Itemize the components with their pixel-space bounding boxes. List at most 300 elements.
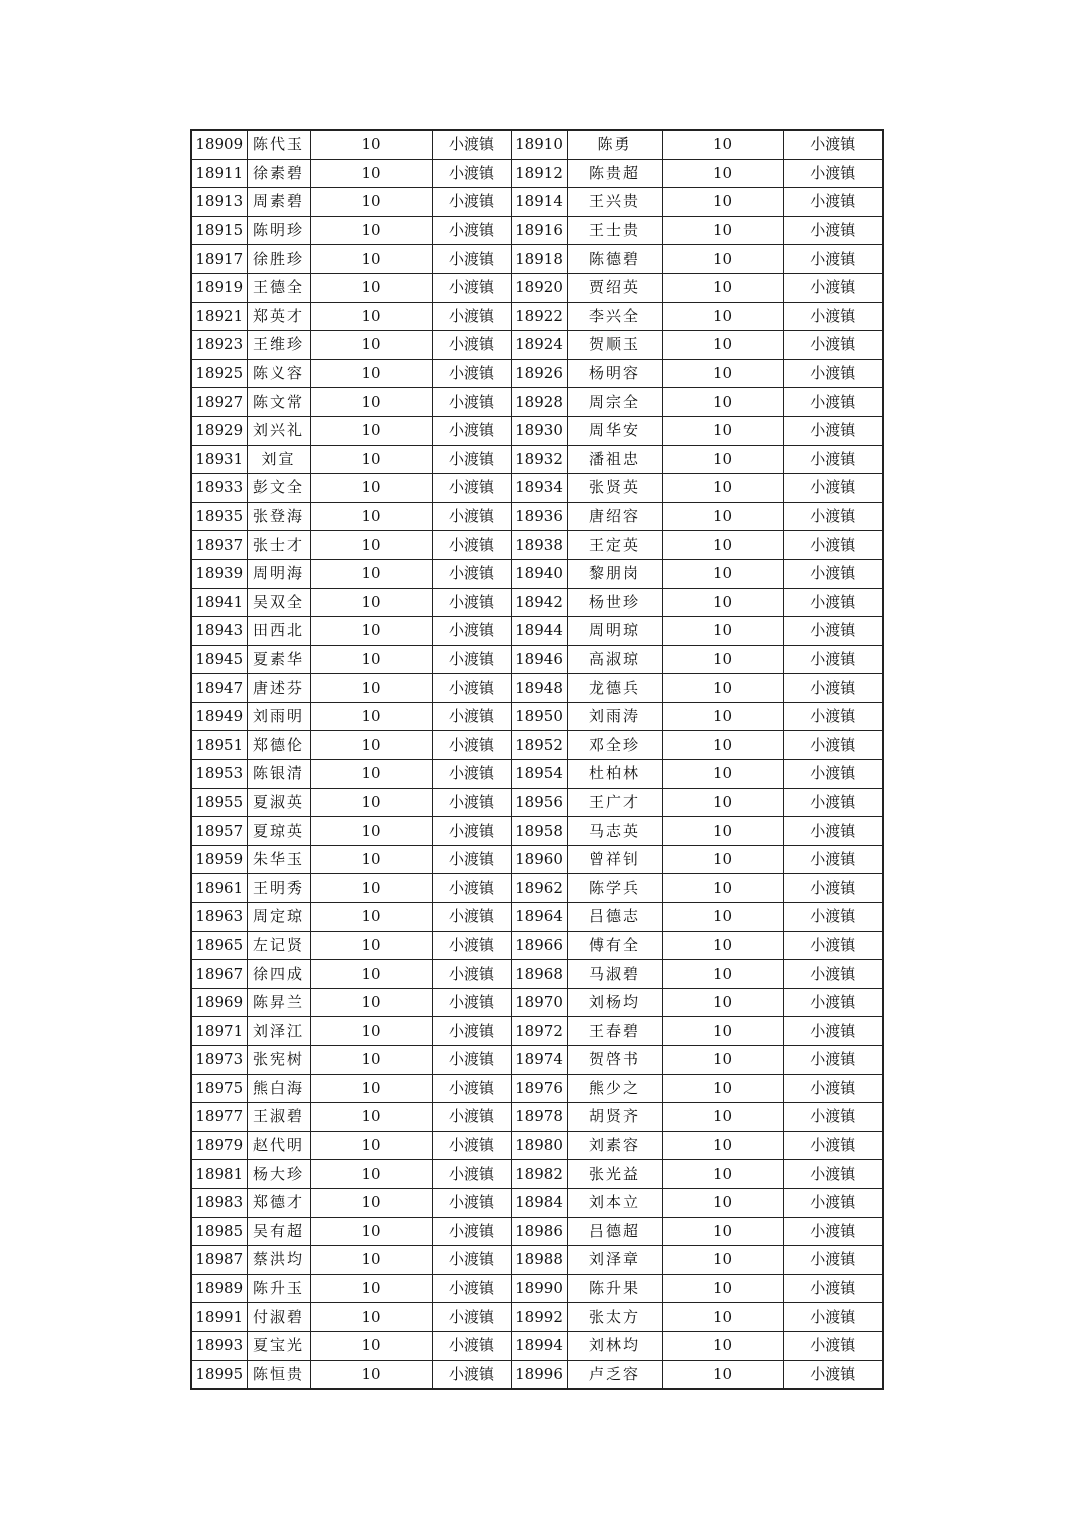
town-cell: 小渡镇 <box>783 874 883 903</box>
name-cell: 李兴全 <box>567 302 662 331</box>
name-cell: 卢乏容 <box>567 1360 662 1389</box>
record-id-cell: 18916 <box>511 216 567 245</box>
name-cell: 曾祥钊 <box>567 845 662 874</box>
name-cell: 黎朋岗 <box>567 559 662 588</box>
amount-cell: 10 <box>310 1046 432 1075</box>
name-cell: 吴有超 <box>247 1217 310 1246</box>
record-id-cell: 18950 <box>511 702 567 731</box>
name-cell: 王淑碧 <box>247 1103 310 1132</box>
name-cell: 张贤英 <box>567 474 662 503</box>
amount-cell: 10 <box>310 702 432 731</box>
amount-cell: 10 <box>310 931 432 960</box>
table-row <box>191 760 883 789</box>
amount-cell: 10 <box>310 760 432 789</box>
table-row <box>191 130 883 159</box>
town-cell: 小渡镇 <box>783 788 883 817</box>
record-id-cell: 18935 <box>191 502 247 531</box>
table-row <box>191 903 883 932</box>
name-cell: 赵代明 <box>247 1131 310 1160</box>
amount-cell: 10 <box>662 1246 783 1275</box>
record-id-cell: 18949 <box>191 702 247 731</box>
amount-cell: 10 <box>662 1331 783 1360</box>
town-cell: 小渡镇 <box>432 273 511 302</box>
town-cell: 小渡镇 <box>783 1188 883 1217</box>
name-cell: 张登海 <box>247 502 310 531</box>
town-cell: 小渡镇 <box>432 788 511 817</box>
amount-cell: 10 <box>662 531 783 560</box>
record-id-cell: 18951 <box>191 731 247 760</box>
name-cell: 贺啓书 <box>567 1046 662 1075</box>
record-id-cell: 18983 <box>191 1188 247 1217</box>
town-cell: 小渡镇 <box>783 817 883 846</box>
record-id-cell: 18967 <box>191 960 247 989</box>
table-row <box>191 502 883 531</box>
record-id-cell: 18925 <box>191 359 247 388</box>
name-cell: 王广才 <box>567 788 662 817</box>
amount-cell: 10 <box>662 1188 783 1217</box>
name-cell: 张士才 <box>247 531 310 560</box>
amount-cell: 10 <box>310 245 432 274</box>
table-row <box>191 1046 883 1075</box>
amount-cell: 10 <box>662 588 783 617</box>
table-row <box>191 845 883 874</box>
town-cell: 小渡镇 <box>783 1217 883 1246</box>
record-id-cell: 18909 <box>191 130 247 159</box>
record-id-cell: 18920 <box>511 273 567 302</box>
name-cell: 王定英 <box>567 531 662 560</box>
name-cell: 陈学兵 <box>567 874 662 903</box>
amount-cell: 10 <box>310 188 432 217</box>
town-cell: 小渡镇 <box>432 817 511 846</box>
amount-cell: 10 <box>662 702 783 731</box>
table-row <box>191 159 883 188</box>
amount-cell: 10 <box>310 1360 432 1389</box>
record-id-cell: 18943 <box>191 617 247 646</box>
name-cell: 陈义容 <box>247 359 310 388</box>
amount-cell: 10 <box>662 331 783 360</box>
record-id-cell: 18966 <box>511 931 567 960</box>
amount-cell: 10 <box>310 302 432 331</box>
name-cell: 郑英才 <box>247 302 310 331</box>
town-cell: 小渡镇 <box>432 216 511 245</box>
amount-cell: 10 <box>662 960 783 989</box>
record-id-cell: 18941 <box>191 588 247 617</box>
amount-cell: 10 <box>662 388 783 417</box>
record-id-cell: 18990 <box>511 1274 567 1303</box>
amount-cell: 10 <box>310 903 432 932</box>
table-row <box>191 188 883 217</box>
town-cell: 小渡镇 <box>432 1331 511 1360</box>
table-row <box>191 1131 883 1160</box>
town-cell: 小渡镇 <box>783 702 883 731</box>
table-row <box>191 531 883 560</box>
record-id-cell: 18917 <box>191 245 247 274</box>
name-cell: 陈文常 <box>247 388 310 417</box>
amount-cell: 10 <box>662 130 783 159</box>
amount-cell: 10 <box>310 1188 432 1217</box>
town-cell: 小渡镇 <box>432 559 511 588</box>
amount-cell: 10 <box>662 416 783 445</box>
amount-cell: 10 <box>310 817 432 846</box>
amount-cell: 10 <box>662 617 783 646</box>
town-cell: 小渡镇 <box>432 130 511 159</box>
table-row <box>191 245 883 274</box>
amount-cell: 10 <box>310 1246 432 1275</box>
record-id-cell: 18996 <box>511 1360 567 1389</box>
amount-cell: 10 <box>310 845 432 874</box>
record-id-cell: 18940 <box>511 559 567 588</box>
record-id-cell: 18971 <box>191 1017 247 1046</box>
amount-cell: 10 <box>662 445 783 474</box>
town-cell: 小渡镇 <box>432 903 511 932</box>
record-id-cell: 18910 <box>511 130 567 159</box>
name-cell: 王春碧 <box>567 1017 662 1046</box>
name-cell: 郑德伦 <box>247 731 310 760</box>
town-cell: 小渡镇 <box>432 1360 511 1389</box>
name-cell: 唐绍容 <box>567 502 662 531</box>
record-id-cell: 18911 <box>191 159 247 188</box>
town-cell: 小渡镇 <box>783 931 883 960</box>
table-row <box>191 674 883 703</box>
amount-cell: 10 <box>662 874 783 903</box>
table-row <box>191 1017 883 1046</box>
town-cell: 小渡镇 <box>783 188 883 217</box>
name-cell: 陈明珍 <box>247 216 310 245</box>
record-id-cell: 18991 <box>191 1303 247 1332</box>
town-cell: 小渡镇 <box>783 359 883 388</box>
amount-cell: 10 <box>662 559 783 588</box>
record-id-cell: 18955 <box>191 788 247 817</box>
record-id-cell: 18974 <box>511 1046 567 1075</box>
name-cell: 龙德兵 <box>567 674 662 703</box>
amount-cell: 10 <box>310 617 432 646</box>
town-cell: 小渡镇 <box>432 1303 511 1332</box>
town-cell: 小渡镇 <box>432 1217 511 1246</box>
town-cell: 小渡镇 <box>432 416 511 445</box>
record-id-cell: 18963 <box>191 903 247 932</box>
town-cell: 小渡镇 <box>783 1046 883 1075</box>
amount-cell: 10 <box>310 1217 432 1246</box>
town-cell: 小渡镇 <box>783 674 883 703</box>
record-id-cell: 18958 <box>511 817 567 846</box>
name-cell: 徐四成 <box>247 960 310 989</box>
town-cell: 小渡镇 <box>783 731 883 760</box>
amount-cell: 10 <box>662 931 783 960</box>
town-cell: 小渡镇 <box>432 731 511 760</box>
name-cell: 刘兴礼 <box>247 416 310 445</box>
amount-cell: 10 <box>662 245 783 274</box>
town-cell: 小渡镇 <box>783 502 883 531</box>
amount-cell: 10 <box>662 1017 783 1046</box>
amount-cell: 10 <box>662 159 783 188</box>
town-cell: 小渡镇 <box>432 359 511 388</box>
record-id-cell: 18933 <box>191 474 247 503</box>
town-cell: 小渡镇 <box>783 1360 883 1389</box>
record-id-cell: 18975 <box>191 1074 247 1103</box>
amount-cell: 10 <box>662 1360 783 1389</box>
amount-cell: 10 <box>310 1303 432 1332</box>
amount-cell: 10 <box>310 159 432 188</box>
name-cell: 徐胜珍 <box>247 245 310 274</box>
amount-cell: 10 <box>310 788 432 817</box>
amount-cell: 10 <box>310 1331 432 1360</box>
amount-cell: 10 <box>662 760 783 789</box>
record-id-cell: 18972 <box>511 1017 567 1046</box>
amount-cell: 10 <box>662 188 783 217</box>
table-row <box>191 645 883 674</box>
town-cell: 小渡镇 <box>432 302 511 331</box>
table-row <box>191 559 883 588</box>
town-cell: 小渡镇 <box>432 331 511 360</box>
name-cell: 陈德碧 <box>567 245 662 274</box>
name-cell: 朱华玉 <box>247 845 310 874</box>
name-cell: 王明秀 <box>247 874 310 903</box>
amount-cell: 10 <box>310 874 432 903</box>
table-row <box>191 273 883 302</box>
town-cell: 小渡镇 <box>783 388 883 417</box>
town-cell: 小渡镇 <box>432 388 511 417</box>
record-id-cell: 18946 <box>511 645 567 674</box>
amount-cell: 10 <box>662 474 783 503</box>
amount-cell: 10 <box>310 388 432 417</box>
table-row <box>191 874 883 903</box>
town-cell: 小渡镇 <box>783 130 883 159</box>
town-cell: 小渡镇 <box>432 1103 511 1132</box>
town-cell: 小渡镇 <box>783 845 883 874</box>
name-cell: 夏素华 <box>247 645 310 674</box>
name-cell: 陈升果 <box>567 1274 662 1303</box>
town-cell: 小渡镇 <box>783 445 883 474</box>
town-cell: 小渡镇 <box>432 845 511 874</box>
amount-cell: 10 <box>662 988 783 1017</box>
record-id-cell: 18938 <box>511 531 567 560</box>
town-cell: 小渡镇 <box>783 1160 883 1189</box>
record-id-cell: 18931 <box>191 445 247 474</box>
record-id-cell: 18956 <box>511 788 567 817</box>
amount-cell: 10 <box>662 216 783 245</box>
record-id-cell: 18939 <box>191 559 247 588</box>
name-cell: 刘林均 <box>567 1331 662 1360</box>
name-cell: 周宗全 <box>567 388 662 417</box>
amount-cell: 10 <box>310 474 432 503</box>
amount-cell: 10 <box>662 645 783 674</box>
amount-cell: 10 <box>310 359 432 388</box>
table-row <box>191 1217 883 1246</box>
town-cell: 小渡镇 <box>783 1103 883 1132</box>
town-cell: 小渡镇 <box>783 960 883 989</box>
name-cell: 邓全珍 <box>567 731 662 760</box>
record-id-cell: 18994 <box>511 1331 567 1360</box>
town-cell: 小渡镇 <box>783 988 883 1017</box>
table-row <box>191 1274 883 1303</box>
amount-cell: 10 <box>310 588 432 617</box>
table-row <box>191 588 883 617</box>
town-cell: 小渡镇 <box>783 760 883 789</box>
amount-cell: 10 <box>662 1303 783 1332</box>
name-cell: 张光益 <box>567 1160 662 1189</box>
record-id-cell: 18984 <box>511 1188 567 1217</box>
name-cell: 周素碧 <box>247 188 310 217</box>
record-id-cell: 18921 <box>191 302 247 331</box>
name-cell: 吕德超 <box>567 1217 662 1246</box>
record-id-cell: 18978 <box>511 1103 567 1132</box>
amount-cell: 10 <box>662 1217 783 1246</box>
name-cell: 陈代玉 <box>247 130 310 159</box>
town-cell: 小渡镇 <box>432 988 511 1017</box>
record-id-cell: 18969 <box>191 988 247 1017</box>
table-row <box>191 331 883 360</box>
amount-cell: 10 <box>662 273 783 302</box>
name-cell: 马志英 <box>567 817 662 846</box>
name-cell: 田西北 <box>247 617 310 646</box>
record-id-cell: 18915 <box>191 216 247 245</box>
town-cell: 小渡镇 <box>783 559 883 588</box>
town-cell: 小渡镇 <box>783 531 883 560</box>
record-id-cell: 18987 <box>191 1246 247 1275</box>
table-row <box>191 988 883 1017</box>
table-row <box>191 216 883 245</box>
town-cell: 小渡镇 <box>432 1131 511 1160</box>
town-cell: 小渡镇 <box>783 331 883 360</box>
table-row <box>191 1246 883 1275</box>
amount-cell: 10 <box>310 1131 432 1160</box>
record-id-cell: 18954 <box>511 760 567 789</box>
table-row <box>191 817 883 846</box>
record-id-cell: 18968 <box>511 960 567 989</box>
name-cell: 熊白海 <box>247 1074 310 1103</box>
name-cell: 杨世珍 <box>567 588 662 617</box>
record-id-cell: 18977 <box>191 1103 247 1132</box>
town-cell: 小渡镇 <box>783 645 883 674</box>
name-cell: 王士贵 <box>567 216 662 245</box>
name-cell: 杨明容 <box>567 359 662 388</box>
record-id-cell: 18928 <box>511 388 567 417</box>
amount-cell: 10 <box>310 130 432 159</box>
amount-cell: 10 <box>662 817 783 846</box>
table-row <box>191 1160 883 1189</box>
record-id-cell: 18960 <box>511 845 567 874</box>
amount-cell: 10 <box>662 845 783 874</box>
table-row <box>191 388 883 417</box>
town-cell: 小渡镇 <box>432 931 511 960</box>
record-id-cell: 18936 <box>511 502 567 531</box>
record-id-cell: 18973 <box>191 1046 247 1075</box>
record-id-cell: 18930 <box>511 416 567 445</box>
record-id-cell: 18964 <box>511 903 567 932</box>
name-cell: 刘泽章 <box>567 1246 662 1275</box>
table-row <box>191 788 883 817</box>
town-cell: 小渡镇 <box>432 645 511 674</box>
name-cell: 彭文全 <box>247 474 310 503</box>
amount-cell: 10 <box>310 674 432 703</box>
amount-cell: 10 <box>662 302 783 331</box>
record-id-cell: 18923 <box>191 331 247 360</box>
amount-cell: 10 <box>662 731 783 760</box>
name-cell: 王维珍 <box>247 331 310 360</box>
town-cell: 小渡镇 <box>783 1017 883 1046</box>
record-id-cell: 18957 <box>191 817 247 846</box>
record-id-cell: 18934 <box>511 474 567 503</box>
record-id-cell: 18961 <box>191 874 247 903</box>
amount-cell: 10 <box>662 1046 783 1075</box>
table-row <box>191 617 883 646</box>
amount-cell: 10 <box>310 216 432 245</box>
roster-table-body <box>191 130 883 1389</box>
town-cell: 小渡镇 <box>432 1160 511 1189</box>
record-id-cell: 18926 <box>511 359 567 388</box>
town-cell: 小渡镇 <box>783 1074 883 1103</box>
amount-cell: 10 <box>310 1103 432 1132</box>
record-id-cell: 18947 <box>191 674 247 703</box>
amount-cell: 10 <box>310 1274 432 1303</box>
town-cell: 小渡镇 <box>783 1331 883 1360</box>
table-row <box>191 474 883 503</box>
amount-cell: 10 <box>310 273 432 302</box>
town-cell: 小渡镇 <box>432 474 511 503</box>
table-row <box>191 416 883 445</box>
record-id-cell: 18993 <box>191 1331 247 1360</box>
town-cell: 小渡镇 <box>432 159 511 188</box>
town-cell: 小渡镇 <box>783 474 883 503</box>
name-cell: 周定琼 <box>247 903 310 932</box>
town-cell: 小渡镇 <box>783 1274 883 1303</box>
town-cell: 小渡镇 <box>432 531 511 560</box>
town-cell: 小渡镇 <box>432 674 511 703</box>
name-cell: 吴双全 <box>247 588 310 617</box>
table-row <box>191 960 883 989</box>
name-cell: 夏淑英 <box>247 788 310 817</box>
record-id-cell: 18918 <box>511 245 567 274</box>
record-id-cell: 18992 <box>511 1303 567 1332</box>
amount-cell: 10 <box>662 1274 783 1303</box>
town-cell: 小渡镇 <box>783 1303 883 1332</box>
amount-cell: 10 <box>310 416 432 445</box>
record-id-cell: 18913 <box>191 188 247 217</box>
name-cell: 刘素容 <box>567 1131 662 1160</box>
town-cell: 小渡镇 <box>783 1131 883 1160</box>
record-id-cell: 18919 <box>191 273 247 302</box>
record-id-cell: 18922 <box>511 302 567 331</box>
town-cell: 小渡镇 <box>432 760 511 789</box>
record-id-cell: 18944 <box>511 617 567 646</box>
table-row <box>191 931 883 960</box>
record-id-cell: 18988 <box>511 1246 567 1275</box>
table-row <box>191 1303 883 1332</box>
name-cell: 陈勇 <box>567 130 662 159</box>
amount-cell: 10 <box>662 359 783 388</box>
town-cell: 小渡镇 <box>432 702 511 731</box>
town-cell: 小渡镇 <box>783 273 883 302</box>
town-cell: 小渡镇 <box>783 617 883 646</box>
record-id-cell: 18927 <box>191 388 247 417</box>
name-cell: 贺顺玉 <box>567 331 662 360</box>
amount-cell: 10 <box>662 1103 783 1132</box>
record-id-cell: 18952 <box>511 731 567 760</box>
name-cell: 刘雨涛 <box>567 702 662 731</box>
town-cell: 小渡镇 <box>432 617 511 646</box>
name-cell: 徐素碧 <box>247 159 310 188</box>
name-cell: 左记贤 <box>247 931 310 960</box>
record-id-cell: 18912 <box>511 159 567 188</box>
name-cell: 杨大珍 <box>247 1160 310 1189</box>
town-cell: 小渡镇 <box>432 960 511 989</box>
amount-cell: 10 <box>310 731 432 760</box>
amount-cell: 10 <box>662 903 783 932</box>
name-cell: 郑德才 <box>247 1188 310 1217</box>
town-cell: 小渡镇 <box>432 588 511 617</box>
name-cell: 高淑琼 <box>567 645 662 674</box>
table-row <box>191 1188 883 1217</box>
